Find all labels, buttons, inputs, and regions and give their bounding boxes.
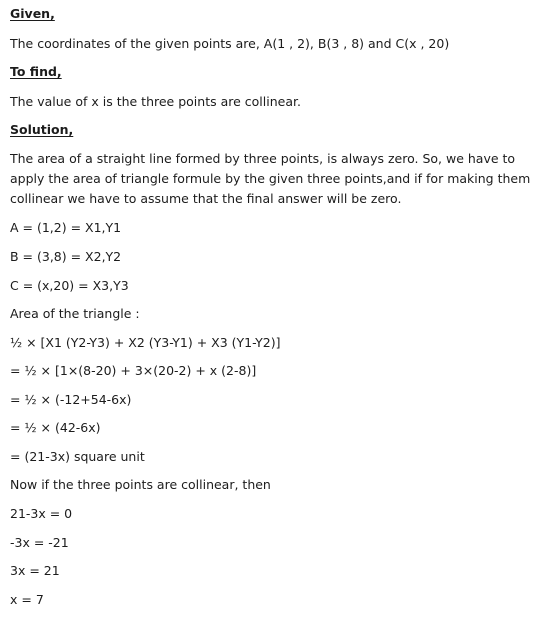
point-b: B = (3,8) = X2,Y2 [10,249,122,264]
area-step: = (21-3x) square unit [10,449,145,464]
final-step: 21-3x = 0 [10,506,73,521]
to-find-heading: To find, [10,64,62,79]
area-step: = ½ × (42-6x) [10,420,101,435]
final-answer: x = 7 [10,592,44,607]
area-step: = ½ × (-12+54-6x) [10,392,132,407]
point-c: C = (x,20) = X3,Y3 [10,278,129,293]
final-step: -3x = -21 [10,535,69,550]
point-a: A = (1,2) = X1,Y1 [10,220,122,235]
to-find-text: The value of x is the three points are collinear. [10,94,301,109]
final-step: 3x = 21 [10,563,60,578]
area-label: Area of the triangle : [10,306,140,321]
area-step: = ½ × [1×(8-20) + 3×(20-2) + x (2-8)] [10,363,257,378]
area-step: ½ × [X1 (Y2-Y3) + X2 (Y3-Y1) + X3 (Y1-Y2)] [10,335,281,350]
given-heading: Given, [10,6,55,21]
collinear-text: Now if the three points are collinear, then [10,477,271,492]
given-text: The coordinates of the given points are, A(1 , 2), B(3 , 8) and C(x , 20) [10,36,450,51]
solution-heading: Solution, [10,122,74,137]
solution-intro: The area of a straight line formed by three points, is always zero. So, we have to apply the area of triangle formule by the given three points,and if for making them collinear we have to assume that the final answer will be zero. [10,151,531,206]
